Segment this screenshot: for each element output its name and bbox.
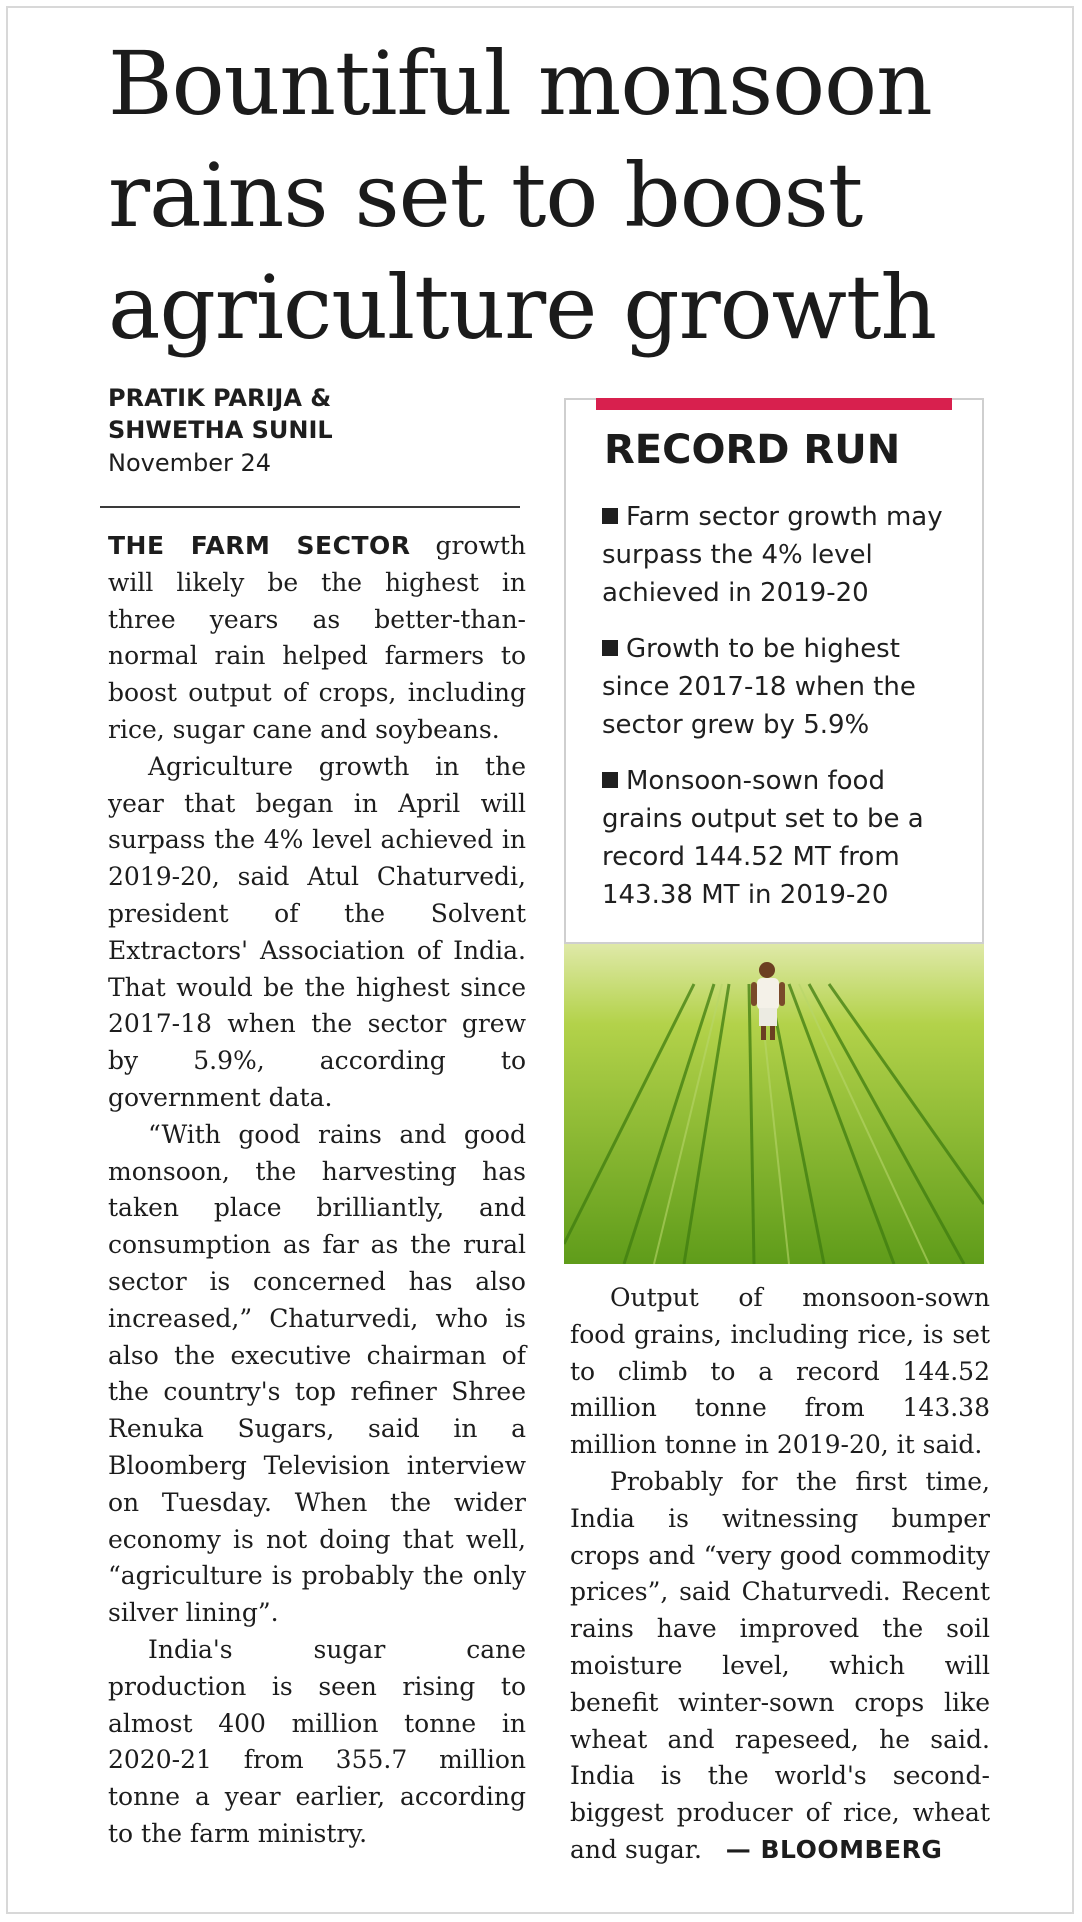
dateline: November 24 bbox=[108, 449, 272, 477]
record-run-item: Farm sector growth may surpass the 4% level achieved in 2019-20 bbox=[602, 502, 943, 608]
byline-divider bbox=[100, 506, 520, 508]
record-run-accent-bar bbox=[596, 398, 952, 410]
square-bullet-icon bbox=[602, 640, 618, 656]
lead-in: THE FARM SECTOR bbox=[108, 531, 411, 560]
paragraph-1-text: growth will likely be the highest in three years as better-than-normal rain helped farmers to boost output of crops, including rice, sugar cane and soybeans. bbox=[108, 531, 526, 744]
record-run-list bbox=[602, 498, 972, 932]
article-paragraph-2: Agriculture growth in the year that began in April will surpass the 4% level achieved in 2019-20, said Atul Chaturvedi, president of the Solvent Extractors' Association of India. That would be the highest since 2017-18 when the sector grew by 5.9%, according to government data. bbox=[108, 751, 526, 1112]
headline bbox=[108, 28, 1008, 364]
author-1: PRATIK PARIJA & bbox=[108, 384, 332, 412]
signoff: — BLOOMBERG bbox=[725, 1834, 943, 1864]
field-illustration bbox=[564, 944, 984, 1264]
article-column-right bbox=[570, 1280, 990, 1869]
square-bullet-icon bbox=[602, 508, 618, 524]
record-run-item: Monsoon-sown food grains output set to be a record 144.52 MT from 143.38 MT in 2019-20 bbox=[602, 766, 924, 910]
author-2: SHWETHA SUNIL bbox=[108, 416, 333, 444]
article-paragraph-3: “With good rains and good monsoon, the harvesting has taken place brilliantly, and consumption as far as the rural sector is concerned has also increased,” Chaturvedi, who is also the executive chairman of the country's top refiner Shree Renuka Sugars, said in a Bloomberg Television interview on Tuesday. When the wider economy is not doing that well, “agriculture is probably the only silver lining”. bbox=[108, 1119, 526, 1628]
headline-line-3: agriculture growth bbox=[108, 256, 937, 359]
article-column-left bbox=[108, 528, 526, 1853]
headline-line-2: rains set to boost bbox=[108, 144, 863, 247]
article-paragraph-4: India's sugar cane production is seen rising to almost 400 million tonne in 2020-21 from 355.7 million tonne a year earlier, according to the farm ministry. bbox=[108, 1634, 526, 1848]
record-run-title: RECORD RUN bbox=[604, 427, 901, 473]
article-paragraph-5: Output of monsoon-sown food grains, including rice, is set to climb to a record 144.52 million tonne from 143.38 million tonne in 2019-20, it said. bbox=[570, 1283, 990, 1460]
record-run-item: Growth to be highest since 2017-18 when the sector grew by 5.9% bbox=[602, 634, 916, 740]
paragraph-6-text: Probably for the first time, India is witnessing bumper crops and “very good commodity prices”, said Chaturvedi. Recent rains have improved the soil moisture level, which will benefit winter-sown crops like wheat and rapeseed, he said. India is the world's second-biggest producer of rice, wheat and sugar. bbox=[570, 1466, 990, 1864]
square-bullet-icon bbox=[602, 772, 618, 788]
article-paragraph-6 bbox=[570, 1464, 990, 1869]
byline bbox=[108, 382, 528, 480]
headline-line-1: Bountiful monsoon bbox=[108, 32, 932, 135]
farmer-field-photo bbox=[564, 944, 984, 1264]
article-paragraph-1 bbox=[108, 528, 526, 749]
